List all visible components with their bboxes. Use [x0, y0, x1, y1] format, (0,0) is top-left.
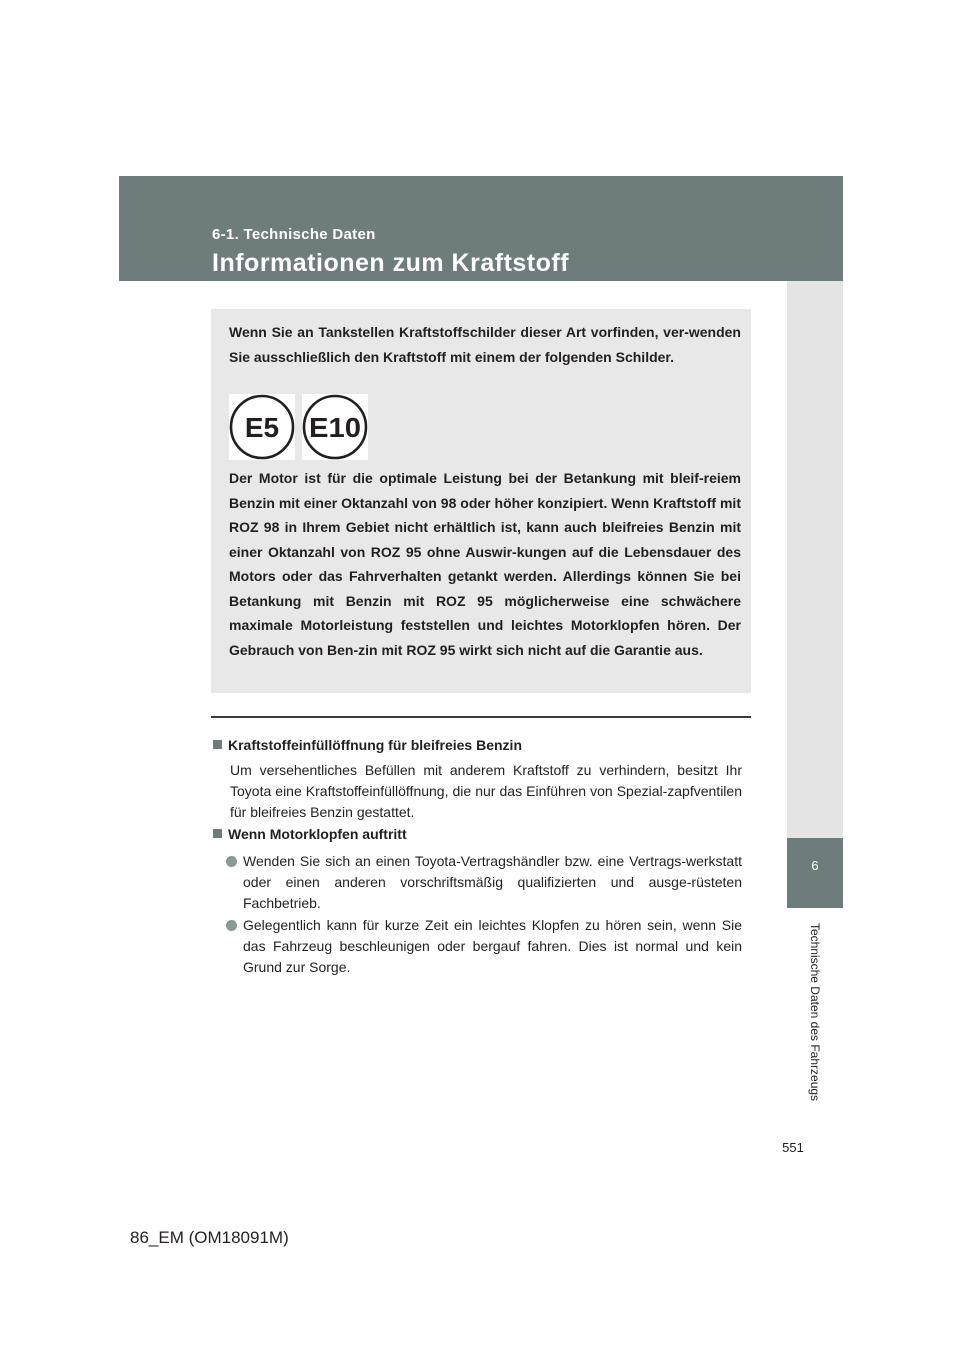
round-bullet-icon	[226, 856, 237, 867]
fuel-sign-e5-label: E5	[244, 412, 280, 443]
fuel-sign-e10-label: E10	[309, 412, 361, 443]
section-text-fuel-filler: Um versehentliches Befüllen mit anderem Kraftstoff zu verhindern, besitzt Ihr Toyota eine Kraftstoffeinfüllöffnung, die nur das Einführen von Spezial-zapfventilen für bleifreies Benzin gestattet.	[230, 762, 742, 820]
page-title: Informationen zum Kraftstoff	[212, 249, 570, 277]
fuel-sign-e10-icon	[302, 394, 368, 460]
info-intro-text: Wenn Sie an Tankstellen Kraftstoffschilder dieser Art vorfinden, ver-wenden Sie ausschließlich den Kraftstoff mit einem der folgenden Schilder.	[229, 324, 741, 365]
chapter-number: 6	[811, 858, 819, 873]
divider	[211, 716, 751, 718]
fuel-sign-e5-icon	[229, 394, 295, 460]
chapter-side-band	[787, 281, 843, 907]
section-label: 6-1. Technische Daten	[212, 226, 376, 243]
section-heading-fuel-filler	[213, 737, 522, 753]
fuel-sign-e10	[302, 394, 368, 460]
square-bullet-icon	[213, 740, 222, 749]
info-body-text: Der Motor ist für die optimale Leistung bei der Betankung mit bleif-reiem Benzin mit einer Oktanzahl von 98 oder höher konzipiert. Wenn Kraftstoff mit ROZ 98 in Ihrem Gebiet nicht erhältlich ist, kann auch bleifreies Benzin mit einer Oktanzahl von ROZ 95 ohne Auswir-kungen auf die Lebensdauer des Motors oder das Fahrverhalten getankt werden. Allerdings können Sie bei Betankung mit Benzin mit ROZ 95 möglicherweise eine schwächere maximale Motorleistung feststellen und leichtes Motorklopfen hören. Der Gebrauch von Ben-zin mit ROZ 95 wirkt sich nicht auf die Garantie aus.	[229, 470, 741, 658]
fuel-sign-e5	[229, 394, 295, 460]
chapter-label: Technische Daten des Fahrzeugs	[808, 922, 822, 1102]
square-bullet-icon	[213, 829, 222, 838]
section-heading-engine-knock-text: Wenn Motorklopfen auftritt	[228, 826, 407, 842]
round-bullet-icon	[226, 920, 237, 931]
page-number: 551	[782, 1140, 804, 1155]
chapter-tab	[787, 838, 843, 908]
section-heading-fuel-filler-text: Kraftstoffeinfüllöffnung für bleifreies Benzin	[228, 737, 522, 753]
document-code: 86_EM (OM18091M)	[130, 1228, 289, 1247]
section-heading-engine-knock	[213, 826, 407, 842]
bullet-text-knocking: Gelegentlich kann für kurze Zeit ein leichtes Klopfen zu hören sein, wenn Sie das Fahrzeug beschleunigen oder bergauf fahren. Dies ist normal und kein Grund zur Sorge.	[243, 917, 742, 975]
bullet-text-dealer: Wenden Sie sich an einen Toyota-Vertragshändler bzw. eine Vertrags-werkstatt oder einen anderen vorschriftsmäßig qualifizierten und ausge-rüsteten Fachbetrieb.	[243, 853, 742, 911]
